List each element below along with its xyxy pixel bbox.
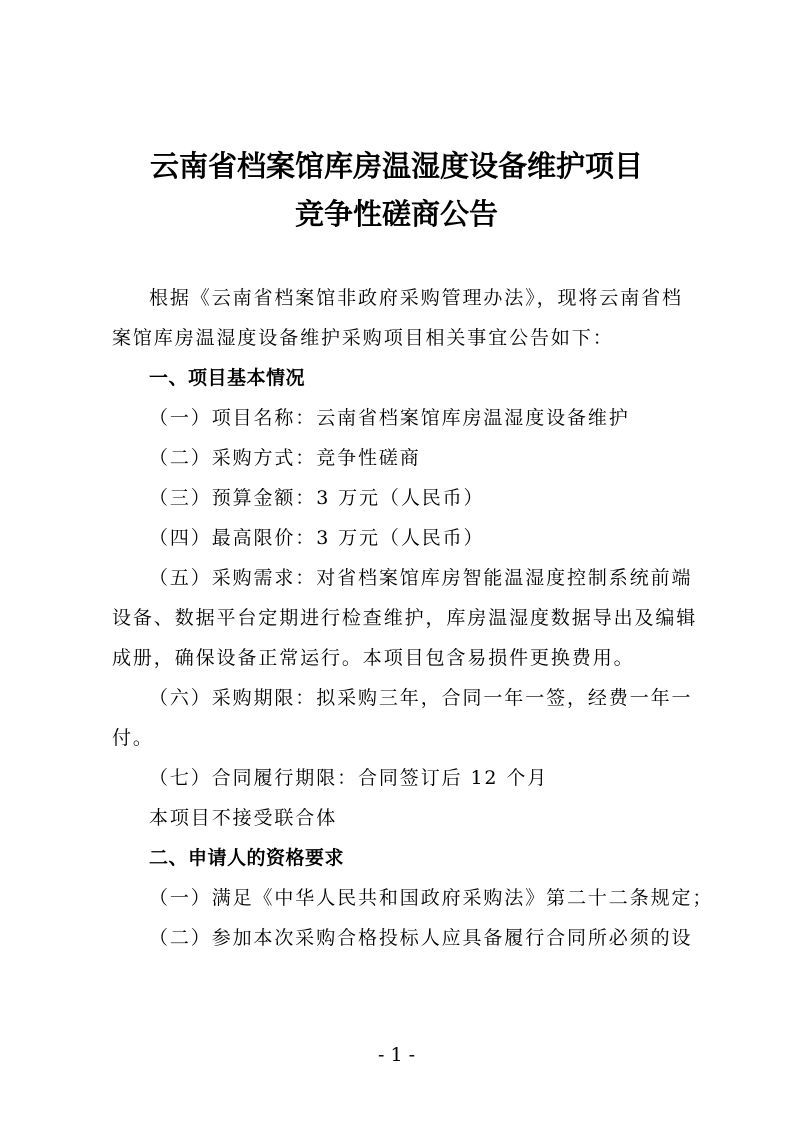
page-number: - 1 - [377, 1044, 415, 1066]
item-requirements-line-3: 成册，确保设备正常运行。本项目包含易损件更换费用。 [112, 647, 635, 669]
requirement-2: （二）参加本次采购合格投标人应具备履行合同所必须的设 [149, 927, 693, 949]
document-title-line-1: 云南省档案馆库房温湿度设备维护项目 [149, 149, 643, 183]
requirement-1: （一）满足《中华人民共和国政府采购法》第二十二条规定； [149, 887, 714, 909]
item-procurement-method: （二）采购方式：竞争性磋商 [149, 447, 421, 469]
item-contract-term: （七）合同履行期限：合同签订后 12 个月 [149, 767, 549, 789]
item-requirements-line-2: 设备、数据平台定期进行检查维护，库房温湿度数据导出及编辑 [112, 607, 698, 629]
item-period-line-2: 付。 [112, 727, 154, 749]
document-title-line-2: 竞争性磋商公告 [294, 197, 498, 231]
section-2-heading: 二、申请人的资格要求 [149, 847, 345, 869]
intro-paragraph-line-2: 案馆库房温湿度设备维护采购项目相关事宜公告如下： [112, 327, 614, 349]
section-1-heading: 一、项目基本情况 [149, 367, 306, 389]
no-consortium-note: 本项目不接受联合体 [149, 807, 338, 829]
item-max-price: （四）最高限价：3 万元（人民币） [149, 527, 485, 549]
intro-paragraph-line-1: 根据《云南省档案馆非政府采购管理办法》，现将云南省档 [149, 287, 683, 309]
item-period-line-1: （六）采购期限：拟采购三年，合同一年一签，经费一年一 [149, 687, 693, 709]
item-project-name: （一）项目名称：云南省档案馆库房温湿度设备维护 [149, 407, 630, 429]
item-requirements-line-1: （五）采购需求：对省档案馆库房智能温湿度控制系统前端 [149, 567, 693, 589]
item-budget-amount: （三）预算金额：3 万元（人民币） [149, 487, 485, 509]
